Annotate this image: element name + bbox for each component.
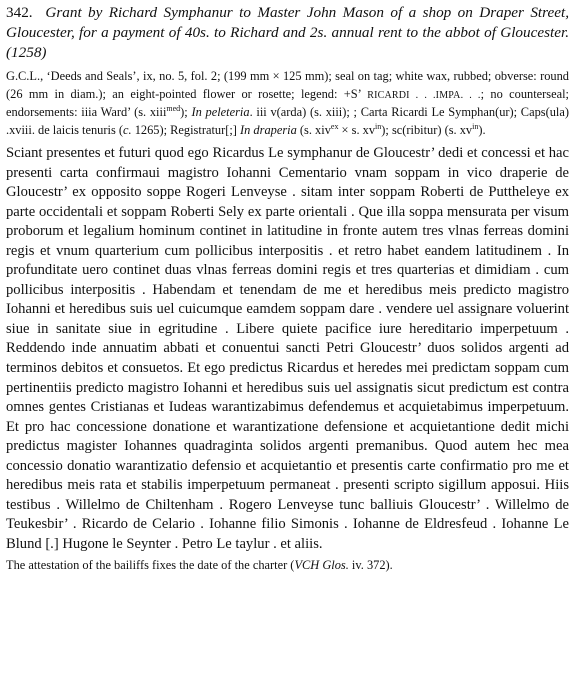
description-part: ); — [180, 105, 192, 119]
note-text: The attestation of the bailiffs fixes the date of the charter ( — [6, 558, 295, 573]
description-part: ; no counterseal; endorsements: iiia Ward’ (s. xiii — [6, 86, 569, 119]
entry-heading-text: Grant by Richard Symphanur to Master John Mason of a shop on Draper Street, Gloucester, for a payment of 40s. to Richard and 2s. annual rent to the abbot of Gloucester. (1258) — [6, 4, 569, 61]
superscript: in — [375, 121, 382, 131]
entry-heading — [6, 3, 569, 63]
note-tail: iv. 372). — [348, 558, 393, 573]
description-italic: In peleteria — [191, 105, 250, 119]
description-italic: In draperia — [240, 122, 297, 137]
charter-text: Sciant presentes et futuri quod ego Ricardus Le symphanur de Gloucestr’ dedi et concessi et hac presenti carta confirmaui magistro Iohanni Cementario vnam soppam in vico draperie de Gloucestr’ ex opposito soppe Rogeri Lenveyse . sitam inter soppam Roberti de Puttheleye ex parte occidentali et soppam Roberti Sely ex parte orientali . Que illa soppa mensurata per visum proborum et legalium hominum continet in latitudine in fronte autem tres vlnas ferreas domini regis et vnum quarterium cum pollicibus interpositis . et retro habet eandem latitudinem . In profunditate uero continet duas vlnas ferreas domini regis et tres quarterias et dimidiam . cum pollicibus interpositis . Habendam et tenendam de me et heredibus meis predicto magistro Iohanni et heredibus suis uel cuicumque eamdem soppam dare . vendere uel assignare voluerint siue in sanitate siue in egritudine . Libere quiete pacifice iure hereditario imperpetuum . Reddendo inde annuatim abbati et conuentui sancti Petri Gloucestr’ duos solidos argenti ad terminos debitos et consuetos. Et ego predictus Ricardus et heredes mei predictam soppam cum pertinentiis predicto magistro Iohanni et heredibus suis uel assignatis sicut predictum est contra omnes gentes Cristianas et Iudeas warantizabimus defendemus et acquietabimus imperpetuum. Et pro hac concessione donatione et warantizatione defensione et acquietantione dedit michi predictus magister Iohannes quadraginta solidos argenti premanibus. Quod autem hec mea concessio donatio warantizatio defensio et acquietantio et presentis carte confirmatio pro me et heredibus meis rata et stabilis imperpetuum permaneat . presenti scripto sigillum apposui. Hiis testibus . Willelmo de Chiltenham . Rogero Lenveyse tunc balliuis Gloucestr’ . Willelmo de Teukesbir’ . Ricardo de Celario . Iohanne filio Simonis . Iohanne de Eldresfeud . Iohanne Le Blund [.] Hugone le Seynter . Petro Le taylur . et aliis. — [6, 145, 569, 552]
superscript: ex — [330, 121, 339, 131]
description-italic: c. — [123, 122, 132, 137]
archival-description — [6, 68, 569, 139]
description-part: G.C.L., ‘Deeds and Seals’, ix, no. 5, fol. 2; (199 mm × 125 mm); seal on tag; white wax, rubbed; obverse: round (26 mm in diam.); an eight-pointed flower or rosette; legend: +S’ — [6, 69, 569, 101]
note-reference: VCH Glos. — [294, 558, 349, 573]
entry-number: 342. — [6, 4, 33, 21]
superscript: in — [472, 121, 479, 131]
editorial-note — [6, 557, 569, 574]
description-part: . iii v(arda) (s. xiii); ; Carta Ricardi Le Symphan(ur); Caps(ula) .xviii. de laicis tenuris ( — [6, 105, 569, 137]
description-part: ); sc(ribitur) (s. xv — [381, 122, 473, 137]
description-part: × s. xv — [338, 122, 376, 137]
description-part: 1265); Registratur[;] — [131, 122, 241, 137]
description-part: (s. xiv — [296, 122, 331, 137]
seal-legend: RICARDI . . .IMPA. . . — [367, 89, 481, 101]
description-part: ). — [478, 122, 486, 137]
superscript: med — [166, 103, 181, 113]
